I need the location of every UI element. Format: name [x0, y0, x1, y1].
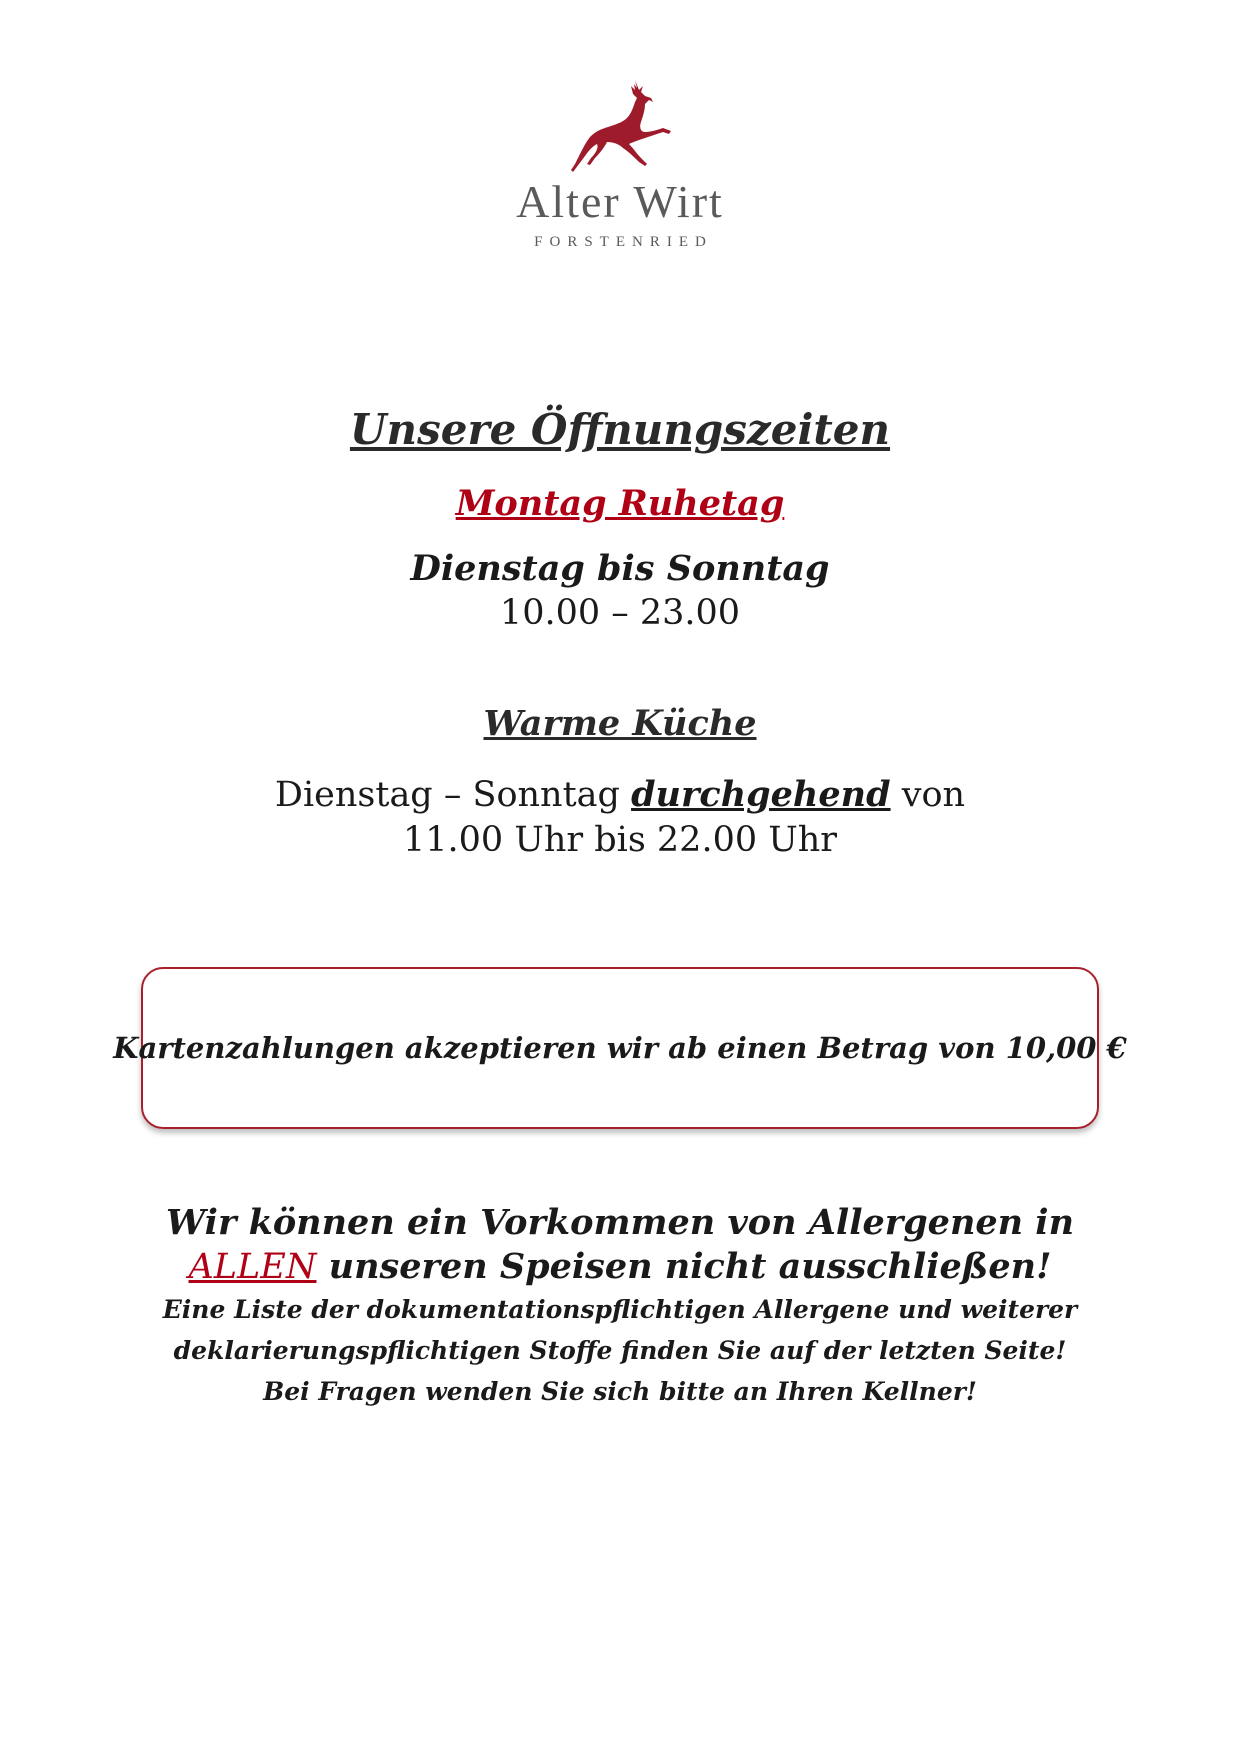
allergen-warning-line1: Wir können ein Vorkommen von Allergenen in [165, 1202, 1075, 1243]
allergen-warning-rest: unseren Speisen nicht ausschließen! [316, 1246, 1052, 1287]
kitchen-continuous: durchgehend [631, 774, 891, 815]
allergen-note-3: Bei Fragen wenden Sie sich bitte an Ihren Kellner! [263, 1377, 977, 1406]
closed-day: Montag Ruhetag [455, 483, 785, 524]
open-hours: 10.00 – 23.00 [499, 593, 741, 633]
kitchen-heading: Warme Küche [483, 703, 757, 744]
logo-subtitle: FORSTENRIED [534, 234, 713, 250]
kitchen-days-pre: Dienstag – Sonntag [274, 775, 632, 815]
kitchen-hours: 11.00 Uhr bis 22.00 Uhr [403, 820, 837, 860]
allergen-warning-line2 [0, 1245, 1240, 1289]
logo-title-text: Alter Wirt [516, 176, 724, 227]
allergen-note-2: deklarierungspflichtigen Stoffe finden Sie auf der letzten Seite! [173, 1336, 1067, 1365]
deer-icon [565, 78, 675, 178]
kitchen-days-post: von [890, 775, 966, 815]
restaurant-logo [0, 78, 1240, 251]
logo-title [0, 178, 1240, 226]
open-days: Dienstag bis Sonntag [410, 548, 830, 589]
card-payment-text: Kartenzahlungen akzeptieren wir ab einen Betrag von 10,00 € [113, 1031, 1127, 1065]
allergen-all-emphasis: ALLEN [188, 1247, 317, 1287]
kitchen-days [0, 773, 1240, 817]
allergen-note-1: Eine Liste der dokumentationspflichtigen Allergene und weiterer [162, 1295, 1078, 1324]
opening-hours-heading: Unsere Öffnungszeiten [349, 405, 891, 454]
card-payment-box [113, 967, 1127, 1129]
